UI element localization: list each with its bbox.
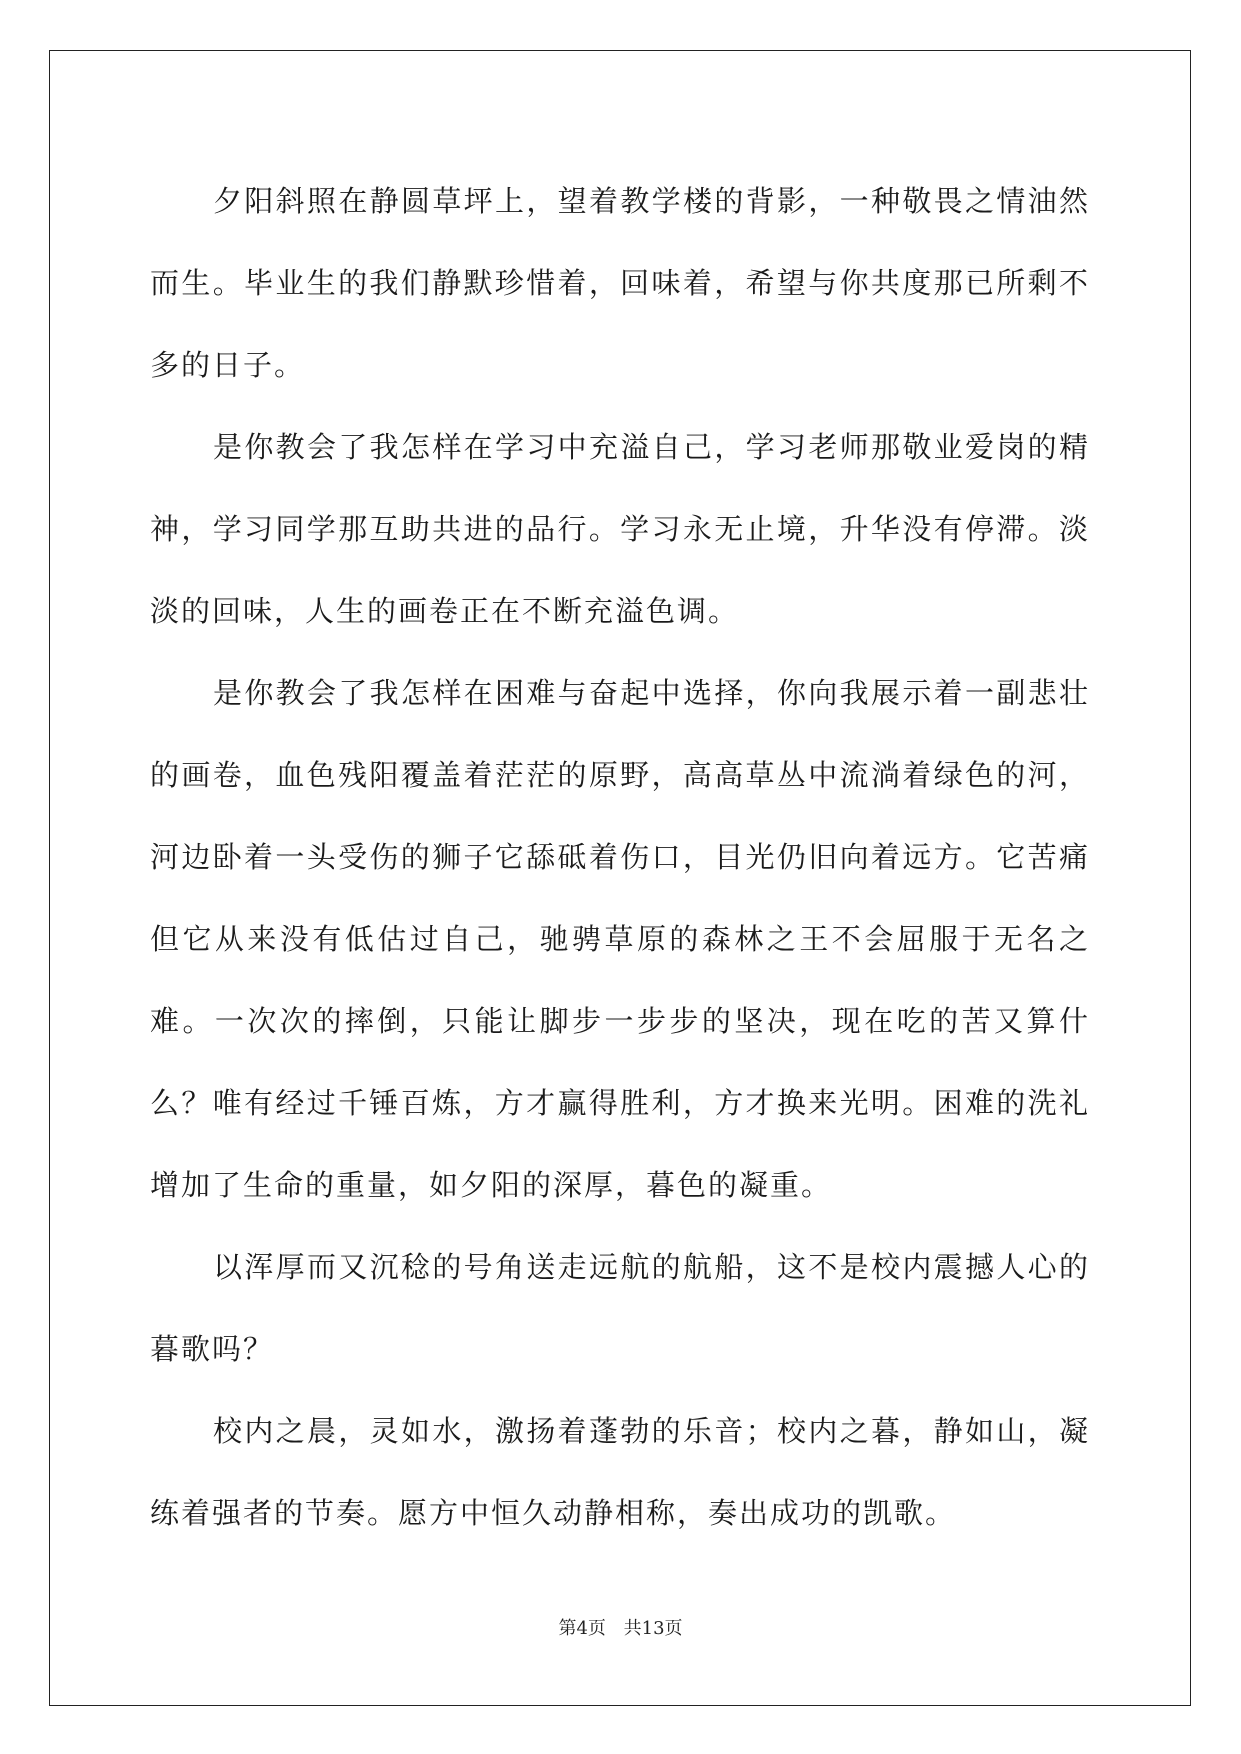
page-footer xyxy=(0,1614,1241,1640)
document-body xyxy=(150,160,1090,1554)
paragraph-3: 是你教会了我怎样在困难与奋起中选择，你向我展示着一副悲壮的画卷，血色残阳覆盖着茫茫的原野，高高草丛中流淌着绿色的河，河边卧着一头受伤的狮子它舔砥着伤口，目光仍旧向着远方。它苦痛但它从来没有低估过自己，驰骋草原的森林之王不会屈服于无名之难。一次次的摔倒，只能让脚步一步步的坚决，现在吃的苦又算什么？唯有经过千锤百炼，方才赢得胜利，方才换来光明。困难的洗礼增加了生命的重量，如夕阳的深厚，暮色的凝重。 xyxy=(150,676,1090,1202)
paragraph-4: 以浑厚而又沉稔的号角送走远航的航船，这不是校内震撼人心的暮歌吗？ xyxy=(150,1250,1090,1366)
paragraph-1: 夕阳斜照在静圆草坪上，望着教学楼的背影，一种敬畏之情油然而生。毕业生的我们静默珍惜着，回味着，希望与你共度那已所剩不多的日子。 xyxy=(150,184,1090,382)
paragraph-5: 校内之晨，灵如水，激扬着蓬勃的乐音；校内之暮，静如山，凝练着强者的节奏。愿方中恒久动静相称，奏出成功的凯歌。 xyxy=(150,1414,1090,1530)
page-number: 第4页 xyxy=(558,1618,606,1639)
page-total: 共13页 xyxy=(623,1618,683,1639)
paragraph-2: 是你教会了我怎样在学习中充溢自己，学习老师那敬业爱岗的精神，学习同学那互助共进的品行。学习永无止境，升华没有停滞。淡淡的回味，人生的画卷正在不断充溢色调。 xyxy=(150,430,1090,628)
